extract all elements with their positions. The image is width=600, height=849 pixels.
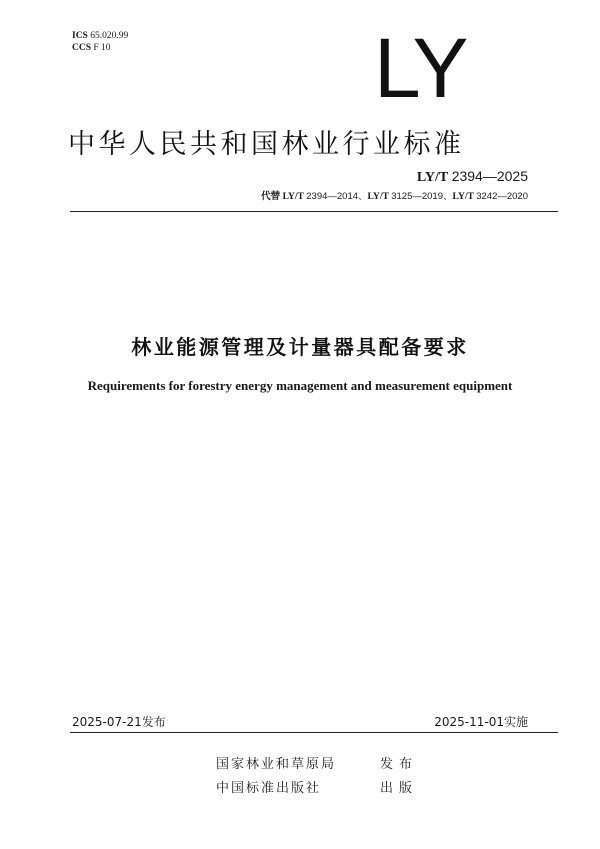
standard-number-code: 2394—2025 [451, 168, 528, 184]
ccs-label: CCS [72, 43, 92, 53]
standard-number-prefix: LY/T [416, 170, 449, 185]
issuer-action: 发布 [380, 757, 419, 772]
ly-logo: LY [374, 21, 467, 115]
ics-line [72, 30, 128, 42]
issue-date: 2025-07-21发布 [72, 715, 166, 729]
ccs-line [72, 42, 128, 54]
standard-number [417, 168, 528, 186]
classification-codes [72, 30, 128, 54]
standard-organization: 中华人民共和国林业行业标准 [68, 129, 465, 160]
issuer-row [216, 753, 418, 777]
implementation-date: 2025-11-01实施 [434, 715, 528, 729]
replaces-separator: 、 [443, 192, 453, 202]
ccs-code: F 10 [93, 43, 111, 53]
header-divider [70, 211, 558, 212]
replaced-standard: LY/T 3125—2019 [367, 191, 444, 202]
issuer-row [216, 777, 418, 801]
issuer-name: 国家林业和草原局 [216, 757, 337, 772]
replaces-separator: 、 [358, 192, 368, 202]
ics-label: ICS [72, 31, 88, 41]
footer-divider [70, 732, 558, 733]
replaced-standard: LY/T 3242—2020 [452, 191, 528, 202]
issuer-block [216, 753, 418, 801]
replaces-label: 代替 [261, 191, 281, 202]
replaces-line [261, 188, 528, 202]
document-title-english: Requirements for forestry energy management and measurement equipment [87, 378, 513, 393]
replaced-standard: LY/T 2394—2014 [282, 191, 359, 202]
issuer-name: 中国标准出版社 [216, 781, 322, 796]
document-title-chinese: 林业能源管理及计量器具配备要求 [131, 335, 469, 359]
issuer-action: 出版 [380, 781, 419, 796]
ics-code: 65.020.99 [90, 31, 129, 41]
